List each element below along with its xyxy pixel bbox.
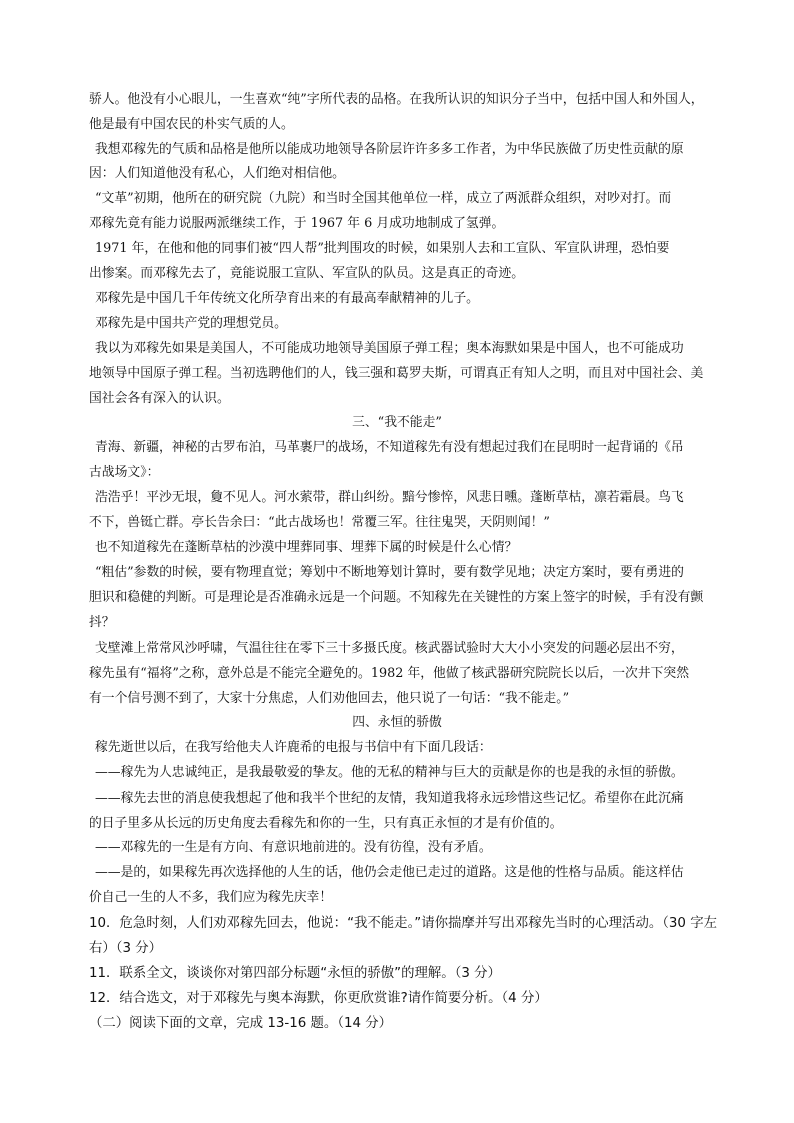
paragraph-line: 他是最有中国农民的朴实气质的人。 bbox=[89, 117, 294, 132]
paragraph-line: 地领导中国原子弹工程。当初选聘他们的人，钱三强和葛罗夫斯，可谓真正有知人之明，而且对中国社会、美 bbox=[89, 366, 704, 381]
paragraph-line: 出惨案。而邓稼先去了，竟能说服工宣队、军宣队的队员。这是真正的奇迹。 bbox=[89, 266, 525, 281]
quote-line: 的日子里多从长远的历史角度去看稼先和你的一生，只有真正永恒的才是有价值的。 bbox=[89, 816, 563, 831]
question-10-cont: 右）（3 分） bbox=[89, 941, 163, 956]
paragraph-line: “粗估”参数的时候，要有物理直觉；筹划中不断地筹划计算时，要有数学见地；决定方案时，要有勇进的 bbox=[95, 565, 684, 580]
paragraph-line: 古战场文》： bbox=[89, 465, 160, 480]
paragraph-line: 国社会各有深入的认识。 bbox=[89, 391, 230, 406]
paragraph-line: 抖？ bbox=[89, 615, 115, 630]
quote-line: 价自己一生的人不多，我们应为稼先庆幸！ bbox=[89, 890, 333, 905]
quote-line: 浩浩乎！平沙无垠，敻不见人。河水萦带，群山纠纷。黯兮惨悴，风悲日曛。蓬断草枯，凛若霜晨。鸟飞 bbox=[95, 490, 684, 505]
paragraph-line: 我想邓稼先的气质和品格是他所以能成功地领导各阶层许许多多工作者，为中华民族做了历史性贡献的原 bbox=[95, 142, 684, 157]
paragraph-line: 也不知道稼先在蓬断草枯的沙漠中埋葬同事、埋葬下属的时候是什么心情？ bbox=[95, 540, 518, 555]
section-heading: 三、“我不能走” bbox=[352, 415, 442, 430]
paragraph-line: 邓稼先是中国几千年传统文化所孕育出来的有最高奉献精神的儿子。 bbox=[95, 291, 479, 306]
paragraph-line: 稼先逝世以后，在我写给他夫人许鹿希的电报与书信中有下面几段话： bbox=[95, 740, 492, 755]
quote-line: ——稼先去世的消息使我想起了他和我半个世纪的友情，我知道我将永远珍惜这些记忆。希望你在此沉痛 bbox=[95, 791, 684, 806]
quote-line: ——是的，如果稼先再次选择他的人生的话，他仍会走他已走过的道路。这是他的性格与品质。能这样估 bbox=[95, 865, 684, 880]
paragraph-line: 1971 年，在他和他的同事们被“四人帮”批判围攻的时候，如果别人去和工宣队、军宣队讲理，恐怕要 bbox=[95, 241, 670, 256]
paragraph-line: 青海、新疆，神秘的古罗布泊，马革裹尸的战场，不知道稼先有没有想起过我们在昆明时一起背诵的《吊 bbox=[95, 440, 684, 455]
paragraph-line: 邓稼先是中国共产党的理想党员。 bbox=[95, 316, 287, 331]
paragraph-line: 稼先虽有“福将”之称，意外总是不能完全避免的。1982 年，他做了核武器研究院院长以后，一次井下突然 bbox=[89, 666, 689, 681]
paragraph-line: 我以为邓稼先如果是美国人，不可能成功地领导美国原子弹工程；奥本海默如果是中国人，也不可能成功 bbox=[95, 341, 684, 356]
paragraph-line: 邓稼先竟有能力说服两派继续工作，于 1967 年 6 月成功地制成了氢弹。 bbox=[89, 216, 505, 231]
paragraph-line: 戈壁滩上常常风沙呼啸，气温往往在零下三十多摄氏度。核武器试验时大大小小突发的问题必层出不穷， bbox=[95, 641, 684, 656]
paragraph-line: “文革”初期，他所在的研究院（九院）和当时全国其他单位一样，成立了两派群众组织，对吵对打。而 bbox=[95, 191, 672, 206]
part-two-heading: （二）阅读下面的文章，完成 13-16 题。（14 分） bbox=[89, 1016, 393, 1031]
question-12: 12．结合选文，对于邓稼先与奥本海默，你更欣赏谁?请作简要分析。（4 分） bbox=[89, 991, 548, 1006]
section-heading: 四、永恒的骄傲 bbox=[352, 715, 442, 730]
paragraph-line: 因：人们知道他没有私心，人们绝对相信他。 bbox=[89, 166, 345, 181]
paragraph-line: 骄人。他没有小心眼儿，一生喜欢“纯”字所代表的品格。在我所认识的知识分子当中，包括中国人和外国人， bbox=[89, 92, 704, 107]
quote-line: ——稼先为人忠诚纯正，是我最敬爱的挚友。他的无私的精神与巨大的贡献是你的也是我的永恒的骄傲。 bbox=[95, 765, 684, 780]
paragraph-line: 有一个信号测不到了，大家十分焦虑，人们劝他回去，他只说了一句话：“我不能走。” bbox=[89, 691, 570, 706]
quote-line: ——邓稼先的一生是有方向、有意识地前进的。没有彷徨，没有矛盾。 bbox=[95, 840, 492, 855]
paragraph-line: 胆识和稳健的判断。可是理论是否准确永远是一个问题。不知稼先在关键性的方案上签字的时候，手有没有颤 bbox=[89, 590, 704, 605]
question-11: 11．联系全文，谈谈你对第四部分标题“永恒的骄傲”的理解。（3 分） bbox=[89, 966, 501, 981]
quote-line: 不下，兽铤亡群。亭长告余曰：“此古战场也！常覆三军。往往鬼哭，天阴则闻！” bbox=[89, 515, 550, 530]
question-10: 10．危急时刻，人们劝邓稼先回去，他说：“我不能走。”请你揣摩并写出邓稼先当时的心理活动。（30 字左 bbox=[89, 916, 717, 931]
